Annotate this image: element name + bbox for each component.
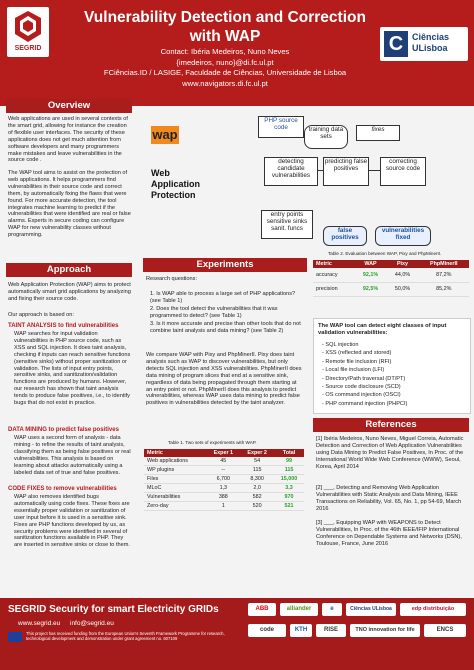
contact-emails: {imedeiros, nuno}@di.fc.ul.pt [176, 57, 274, 67]
table-cell: 15,000 [274, 475, 304, 484]
table-cell: 388 [206, 493, 240, 502]
table1-header: Exper 1 [206, 449, 240, 457]
code-fixes-text: WAP also removes identified bugs automatically using code fixes. These fixes are essentially proper validation or sanitization of user input before it is used in a sensitive sink. Fixes are PHP functions developed by us, as security problems were identified in several of sanitization functions available in PHP. They are inserted in sensitive sinks or close to them. [14, 494, 130, 549]
footer-web-link[interactable]: www.segrid.eu [18, 620, 61, 627]
table-row [313, 268, 469, 282]
footer [0, 598, 474, 670]
table-cell: accuracy [313, 268, 354, 282]
wap-name-web: Web [151, 168, 170, 178]
table2-header: Pixy [386, 260, 418, 268]
table2-header: PhpMinerII [419, 260, 470, 268]
logo-edp: edp distribuição [400, 603, 466, 616]
overview-text-1: Web applications are used in several contexts of the smart grid, allowing for instance the creation of flexible user interfaces. The security of these applications does not get much attention from software developers and many programmers make mistakes and leave vulnerabilities in the source code . [8, 116, 128, 164]
approach-text-1: Web Application Protection (WAP) aims to protect automatically smart grid applications by analyzing and fixing their source code. [8, 282, 131, 302]
diagram-predicting: predicting false positives [323, 157, 369, 186]
vulnerability-classes-title: The WAP tool can detect eight classes of input validation vulnerabilities: [318, 323, 447, 336]
contact-names: Contact: Ibéria Medeiros, Nuno Neves [160, 47, 290, 56]
table-cell: 45 [206, 457, 240, 466]
table-cell: Files [144, 475, 206, 484]
data-mining-title: DATA MINING to predict false positives [8, 427, 119, 433]
diagram-vulnerabilities-fixed: vulnerabilities fixed [375, 226, 431, 246]
table-cell: 44,0% [386, 268, 418, 282]
logo-code: code [248, 624, 286, 637]
wap-logo: wap [152, 127, 178, 142]
header [0, 0, 474, 106]
segrid-logo [7, 7, 49, 57]
table2-header: WAP [354, 260, 386, 268]
approach-heading: Approach [6, 263, 132, 277]
contact-affiliation: FCiências.ID / LASIGE, Faculdade de Ciências, Universidade de Lisboa [103, 68, 347, 77]
table-cell: 115 [240, 466, 274, 475]
table-cell: 582 [240, 493, 274, 502]
research-question-1: 1. Is WAP able to process a large set of PHP applications? (see Table 1) [150, 291, 296, 304]
table2-header-row [313, 260, 469, 268]
experiments-heading: Experiments [143, 258, 307, 272]
diagram-correcting: correcting source code [380, 157, 426, 186]
table-cell: 50,0% [386, 282, 418, 296]
reference-1: [1] Ibéria Medeiros, Nuno Neves, Miguel Correia, Automatic Detection and Correction of Web Application Vulnerabilities using Data Mining to Predict False Positives, In Proc. of the International World Wide Web Conference (WWW), Seoul, Korea, April 2014 [316, 436, 464, 470]
table-cell: 970 [274, 493, 304, 502]
diagram-false-positives: false positives [323, 226, 367, 246]
diagram-fixes: fixes [356, 125, 400, 141]
list-item: - Local file inclusion (LFI) [322, 367, 385, 374]
table-cell: 99 [274, 457, 304, 466]
table-cell: 1 [206, 502, 240, 511]
table-cell: MLoC [144, 484, 206, 493]
table-cell: 3,3 [274, 484, 304, 493]
table-row [144, 457, 304, 466]
table1-header: Exper 2 [240, 449, 274, 457]
table-cell: Vulnerabilities [144, 493, 206, 502]
table1-header: Total [274, 449, 304, 457]
ciencias-logo-text: Ciências ULisboa [412, 32, 450, 53]
table-cell: 6,700 [206, 475, 240, 484]
list-item: - Directory/Path traversal (DT/PT) [322, 375, 406, 382]
table1-header-row [144, 449, 304, 457]
table1-header: Metric [144, 449, 206, 457]
list-item: - Source code disclosure (SCD) [322, 384, 401, 391]
table-cell: WP plugins [144, 466, 206, 475]
table2-caption: Table 2. Evaluation between WAP, Pixy and PhpMinerII. [328, 251, 442, 256]
code-fixes-title: CODE FIXES to remove vulnerabilities [8, 486, 117, 492]
taint-title: TAINT ANALYSIS to find vulnerabilities [8, 323, 119, 329]
table2 [313, 260, 469, 297]
ciencias-logo [380, 27, 468, 61]
research-question-2: 2. Does the tool detect the vulnerabilities that it was programmed to detect? (see Table 1) [150, 306, 278, 319]
table-cell: 521 [274, 502, 304, 511]
approach-text-2: Our approach is based on: [8, 312, 74, 318]
data-mining-text: WAP uses a second form of analysis - data mining - to refine the results of taint analysis, classifying them as being false positives or real vulnerabilities. This analysis is based on learning about attacks automatically using a labeled data set of true and false positives. [14, 435, 131, 476]
logo-abb: ABB [248, 603, 276, 616]
table-cell: 87,2% [419, 268, 470, 282]
footer-email-link[interactable]: info@segrid.eu [70, 620, 114, 627]
contact-block [60, 47, 390, 89]
table-cell: Zero-day [144, 502, 206, 511]
diagram-detecting: detecting candidate vulnerabilities [264, 157, 318, 186]
list-item: - OS command injection (OSCI) [322, 392, 401, 399]
list-item: - Remote file inclusion (RFI) [322, 358, 392, 365]
logo-tno: TNO innovation for life [350, 624, 420, 637]
eu-flag-icon [8, 632, 22, 642]
table-cell: 1,3 [206, 484, 240, 493]
list-item: - SQL injection [322, 342, 359, 348]
logo-ciencias: Ciências ULisboa [346, 603, 396, 616]
table-row [313, 282, 469, 296]
table-cell: 85,2% [419, 282, 470, 296]
title-line-1: Vulnerability Detection and Correction [84, 9, 366, 26]
table1 [144, 449, 304, 511]
ciencias-c-icon: C [384, 31, 408, 57]
arrow-detect-predict [317, 170, 323, 171]
funding-text: This project has received funding from the European Union's Seventh Framework Programme for research, technological development and demonstration under grant agreement no. 607109 [26, 631, 225, 642]
overview-text-2: The WAP tool aims to assist on the protection of web applications. It helps programmers find vulnerabilities in their source code and correct them, by automatically fixing the flaws that were found. For more accurate detection, the tool integrates machine learning to predict if the vulnerabilities that were identified are real or false alarms. Experts in secure coding can configure WAP for new vulnerability classes without programming. [8, 170, 131, 239]
table-row [144, 484, 304, 493]
diagram-entry-points: entry points sensitive sinks sanit. funcs [261, 210, 313, 239]
vulnerability-classes-list [322, 341, 466, 408]
contact-website: www.navigators.di.fc.ul.pt [182, 78, 268, 88]
table-cell: 2,0 [240, 484, 274, 493]
table-row [144, 475, 304, 484]
list-item: - PHP command injection (PHPCI) [322, 400, 408, 407]
table-cell: 520 [240, 502, 274, 511]
experiments-text: We compare WAP with Pixy and PhpMinerII. Pixy does taint analysis such as WAP to discover vulnerabilities, but only detects SQL injection and XSS vulnerabilities. PhpMinerII does data mining of program slices that end at a sensitive sink, regardless of data being propagated through them starting at an entry point or not. PhpMinerII does this analysis to predict vulnerabilities, whereas WAP uses data mining to predict false positives in vulnerabilities detected by the taint analyzer. [146, 352, 302, 407]
table-cell: Web applications [144, 457, 206, 466]
segrid-logo-text: SEGRID [14, 45, 42, 52]
table-cell: -- [206, 466, 240, 475]
footer-title: SEGRID Security for smart Electricity GRIDs [8, 604, 219, 615]
wap-name-protection: Protection [151, 190, 196, 200]
diagram-php-source: PHP source code [258, 116, 304, 138]
table-row [144, 493, 304, 502]
logo-alliander: alliander [280, 603, 318, 616]
table-cell: 92,1% [354, 268, 386, 282]
table-cell: 8,300 [240, 475, 274, 484]
reference-3: [3] ___, Equipping WAP with WEAPONS to Detect Vulnerabilities, In Proc. of the 46th IEEE/IFIP International Conference on Dependable Systems and Networks (DSN), Toulouse, France, June 2016 [316, 520, 462, 547]
wap-name-application: Application [151, 179, 200, 189]
arrow-predict-correct [368, 170, 380, 171]
page-title [60, 8, 390, 46]
logo-encs: ENCS [424, 624, 466, 637]
title-line-2: with WAP [189, 28, 261, 45]
table-row [144, 502, 304, 511]
table-cell: 92,5% [354, 282, 386, 296]
logo-rise: RISE [316, 624, 346, 637]
table-row [144, 466, 304, 475]
references-heading: References [313, 418, 469, 432]
list-item: - XSS (reflected and stored) [322, 350, 392, 357]
table1-caption: Table 1. Two sets of experiments with WAP. [168, 440, 257, 445]
table-cell: 115 [274, 466, 304, 475]
research-question-3: 3. Is it more accurate and precise than other tools that do not combine taint analysis and data mining? (see Table 2) [150, 321, 301, 334]
taint-text: WAP searches for input validation vulnerabilities in PHP source code, such as XSS and SQL injection. It does taint analysis, checking if inputs can reach sensitive functions (sensitive sinks) without proper sanitization or validation. The lists of input entry points, sensitive sinks, and sanitization/validation functions are produced by humans. However, our research has shown that taint analysis tends to produce false positives, i.e., to identify bugs that do not exist in practice. [14, 331, 131, 407]
overview-heading: Overview [6, 99, 132, 113]
table-cell: 54 [240, 457, 274, 466]
research-questions-intro: Research questions: [146, 276, 197, 282]
table-cell: precision [313, 282, 354, 296]
logo-kth: KTH [290, 624, 312, 637]
reference-2: [2] ___, Detecting and Removing Web Application Vulnerabilities with Static Analysis and Data Mining, IEEE Transactions on Reliability, Vol. 65, No. 1, pp 54-69, March 2016 [316, 485, 462, 512]
logo-e: e [322, 603, 342, 616]
wap-name [151, 168, 236, 201]
diagram-training-data: training data sets [304, 125, 348, 149]
table2-header: Metric [313, 260, 354, 268]
vulnerability-classes-box [313, 318, 471, 414]
